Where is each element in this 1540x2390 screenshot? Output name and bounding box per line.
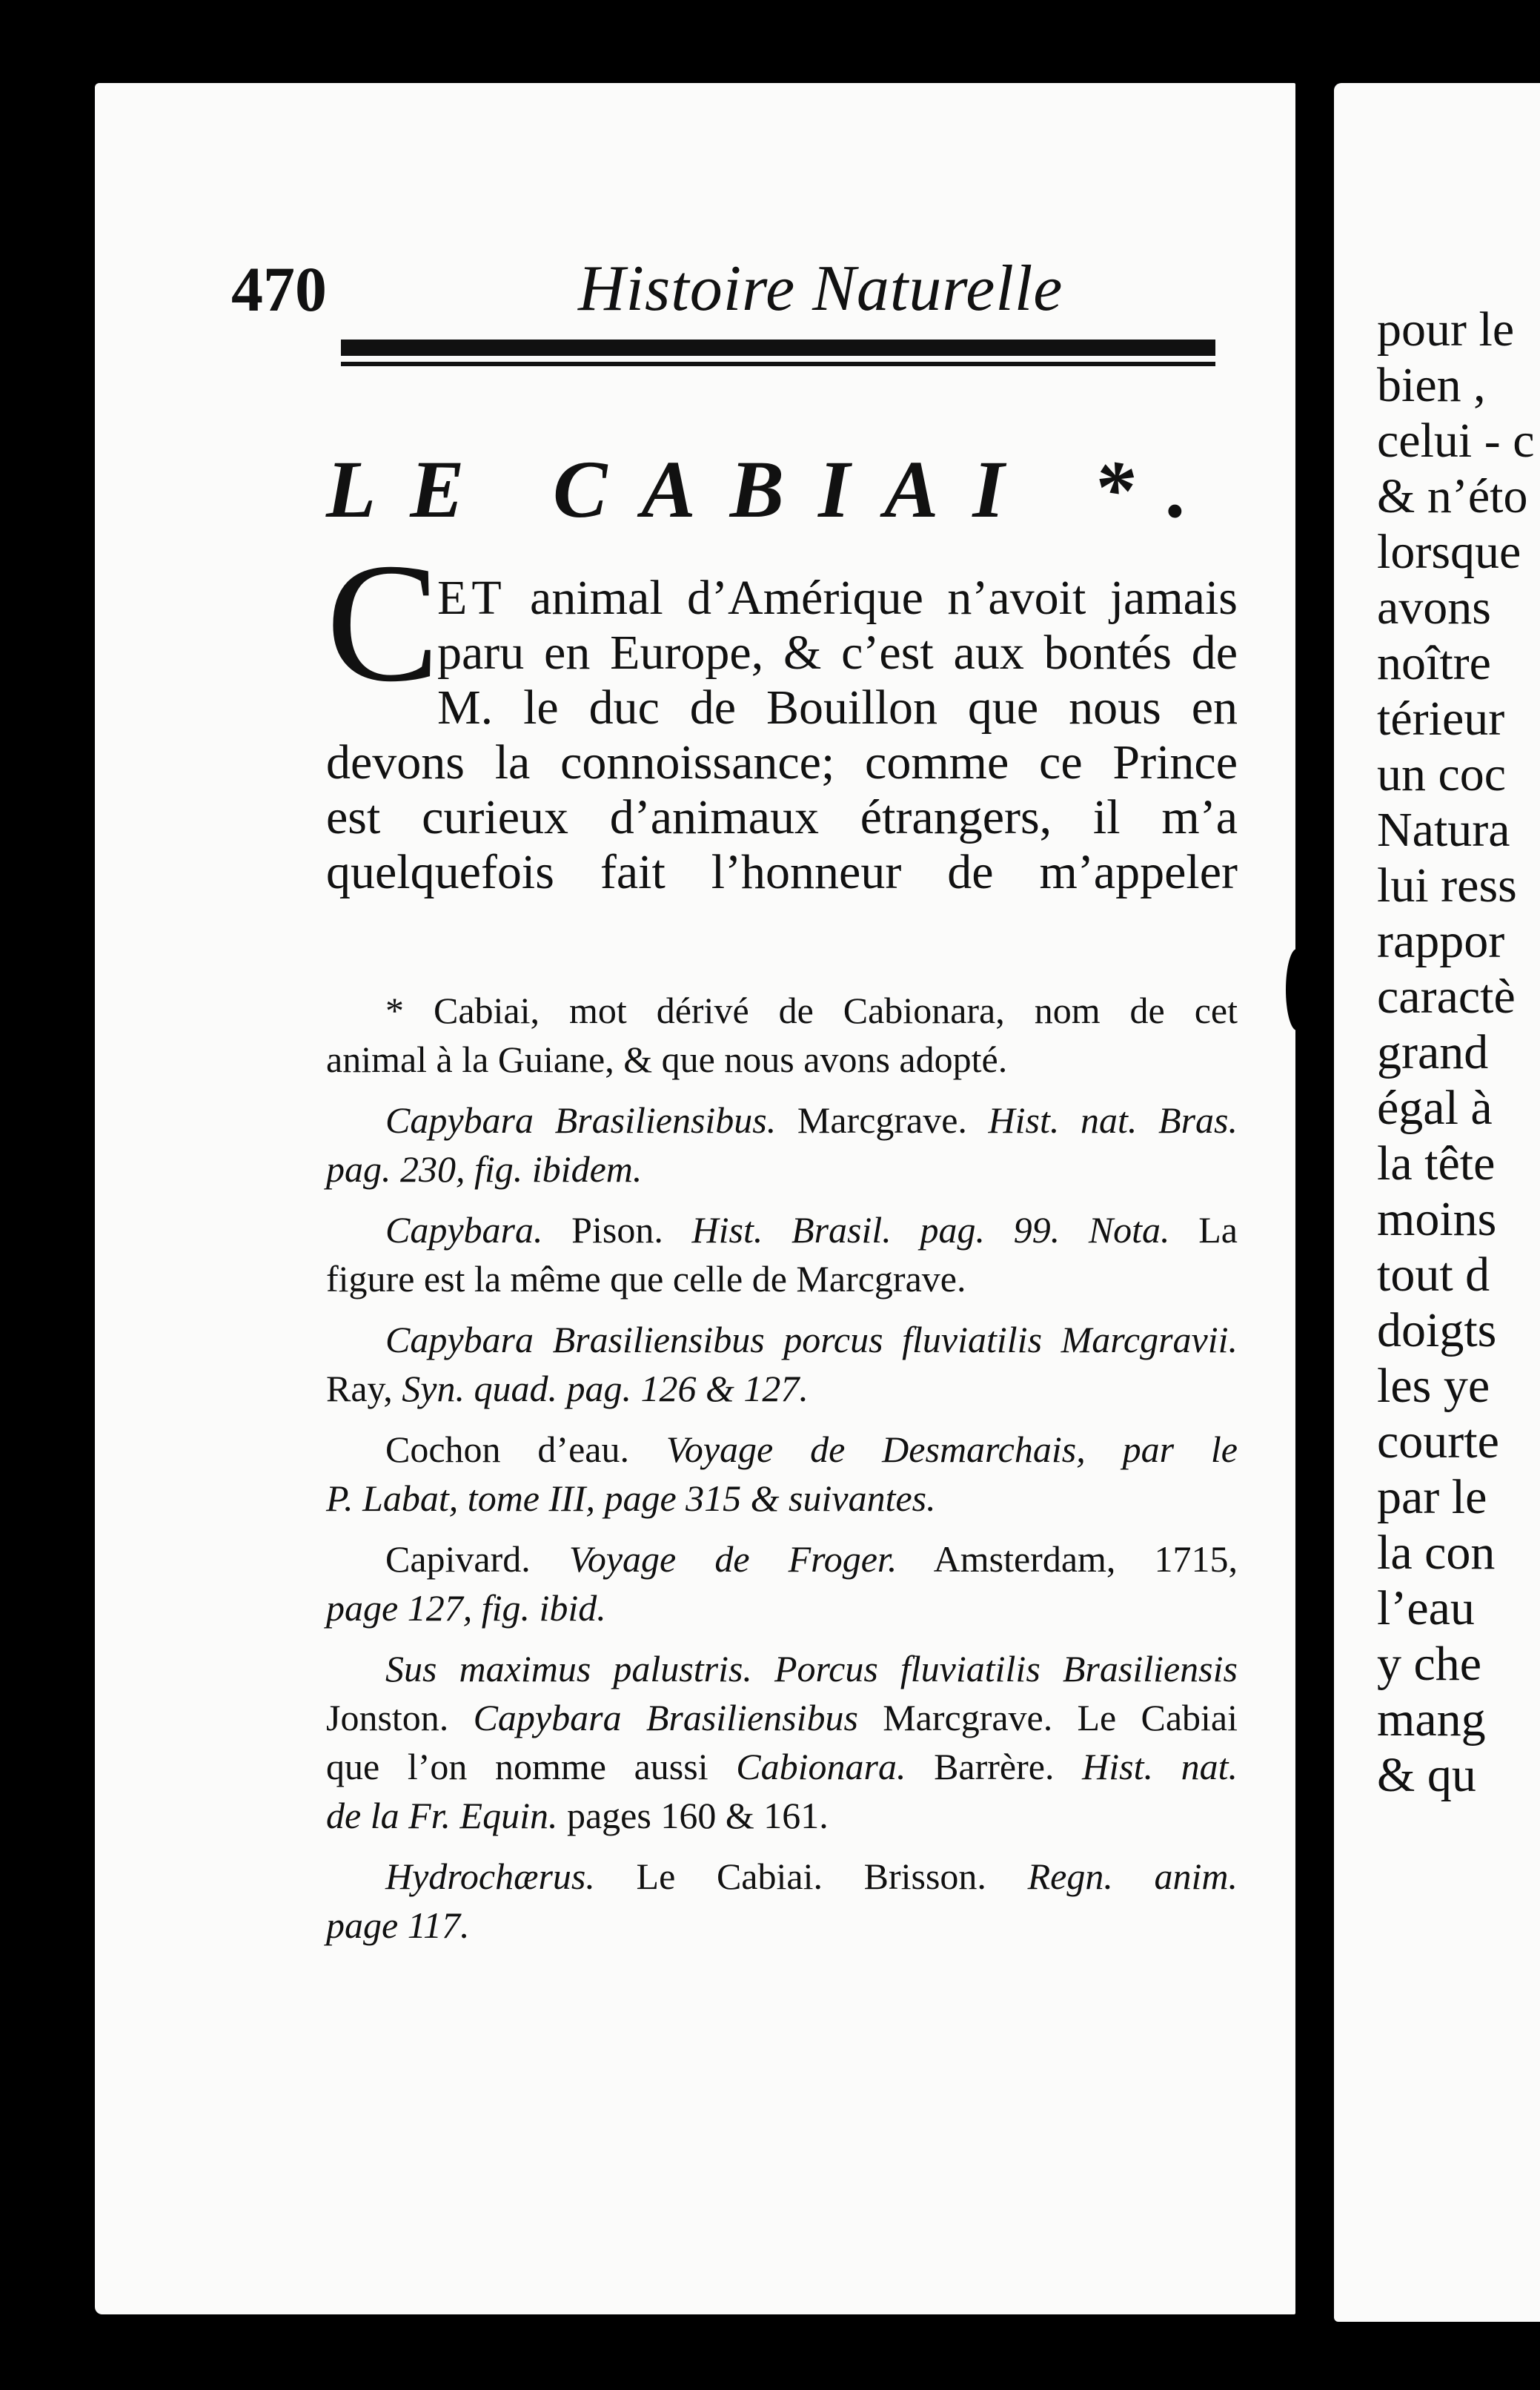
note-ref: Hist. nat. Bras. xyxy=(988,1099,1238,1141)
note-ref: Regn. anim. xyxy=(1027,1856,1238,1897)
right-page-line: bien , xyxy=(1377,358,1486,412)
note-text: Marcgrave. Le Cabiai xyxy=(857,1697,1238,1738)
note-author: Jonston. xyxy=(326,1697,474,1738)
note-author: Barrère. xyxy=(906,1746,1083,1787)
body-line: devons la connoissance; comme ce Prince xyxy=(326,735,1238,790)
right-page-line: la con xyxy=(1377,1526,1496,1580)
right-page-line: noître xyxy=(1377,636,1491,690)
note-text: Amsterdam, 1715, xyxy=(897,1538,1238,1580)
right-page-line: celui - c xyxy=(1377,414,1535,468)
note-ref: de la Fr. Equin. xyxy=(326,1795,558,1836)
right-page-line: térieur xyxy=(1377,692,1505,746)
right-page-line: rappor xyxy=(1377,914,1505,968)
right-page-line: avons xyxy=(1377,580,1491,635)
right-page-line: un coc xyxy=(1377,747,1507,801)
note-text: La xyxy=(1169,1209,1238,1251)
header-rule-thick xyxy=(341,340,1215,356)
right-page-line: lui ress xyxy=(1377,858,1517,913)
first-word-rest: ET xyxy=(437,571,506,625)
right-page-line: lorsque xyxy=(1377,525,1521,579)
right-page-line: par le xyxy=(1377,1470,1487,1524)
right-page-line: les ye xyxy=(1377,1359,1490,1413)
right-page-line: moins xyxy=(1377,1192,1497,1246)
chapter-title: LE CABIAI *. xyxy=(326,444,1223,534)
note-ref: Voyage de Desmarchais, par le xyxy=(666,1429,1238,1470)
note-ref: Syn. quad. pag. 126 & 127. xyxy=(402,1368,809,1409)
note-line: animal à la Guiane, & que nous avons adopté. xyxy=(326,1039,1008,1080)
right-page-line: égal à xyxy=(1377,1081,1493,1135)
note-ref: Hist. nat. xyxy=(1082,1746,1238,1787)
right-page-line: caractè xyxy=(1377,970,1516,1024)
note-line xyxy=(326,1096,1238,1145)
right-page-line: pour le xyxy=(1377,302,1515,357)
note-line: P. Labat, tome III, page 315 & suivantes. xyxy=(326,1477,936,1519)
note-line: page 117. xyxy=(326,1904,470,1946)
note-line: figure est la même que celle de Marcgrave. xyxy=(326,1258,966,1300)
right-page-line: tout d xyxy=(1377,1248,1490,1302)
body-text xyxy=(326,571,1238,900)
right-page-text xyxy=(1377,302,1540,1803)
body-line: paru en Europe, & c’est aux bontés de xyxy=(437,626,1238,680)
note-ref: Voyage de Froger. xyxy=(568,1538,897,1580)
right-page xyxy=(1334,83,1540,2322)
note-line: Sus maximus palustris. Porcus fluviatilis Brasiliensis xyxy=(385,1648,1238,1689)
note-ref: Capybara Brasiliensibus xyxy=(473,1697,858,1738)
right-page-line: l’eau xyxy=(1377,1581,1475,1635)
note-author: Marcgrave. xyxy=(776,1099,989,1141)
note-line xyxy=(326,1425,1238,1474)
note-line: pag. 230, fig. ibidem. xyxy=(326,1148,643,1190)
note-line: Capybara Brasiliensibus porcus fluviatilis Marcgravii. xyxy=(385,1319,1238,1360)
right-page-line: courte xyxy=(1377,1414,1499,1469)
right-page-line: & qu xyxy=(1377,1748,1476,1802)
note-ref: Cabionara. xyxy=(736,1746,906,1787)
note-line xyxy=(326,1742,1238,1791)
note-title: Capybara Brasiliensibus. xyxy=(385,1099,777,1141)
note-title: Capivard. xyxy=(385,1538,569,1580)
note-ref: Hist. Brasil. pag. 99. Nota. xyxy=(691,1209,1170,1251)
note-author: Pison. xyxy=(542,1209,692,1251)
right-page-line: Natura xyxy=(1377,803,1510,857)
right-page-line: grand xyxy=(1377,1025,1489,1079)
note-line: page 127, fig. ibid. xyxy=(326,1587,606,1629)
body-line: quelquefois fait l’honneur de m’appeler xyxy=(326,845,1238,899)
body-line: M. le duc de Bouillon que nous en xyxy=(437,681,1238,735)
body-line: est curieux d’animaux étrangers, il m’a xyxy=(326,790,1238,844)
note-text: pages 160 & 161. xyxy=(557,1795,829,1836)
note-text: que l’on nomme aussi xyxy=(326,1746,737,1787)
running-head: Histoire Naturelle xyxy=(578,253,1063,325)
note-title: Cochon d’eau. xyxy=(385,1429,666,1470)
note-line xyxy=(326,1852,1238,1901)
header-rule-thin xyxy=(341,362,1215,366)
right-page-line: mang xyxy=(1377,1692,1486,1747)
note-line xyxy=(326,1535,1238,1583)
book-spine xyxy=(1295,74,1334,2328)
note-line xyxy=(326,1205,1238,1254)
body-line xyxy=(326,571,1238,626)
note-line: * Cabiai, mot dérivé de Cabionara, nom de cet xyxy=(385,990,1238,1031)
note-line xyxy=(326,1693,1238,1742)
note-line xyxy=(326,1791,1238,1840)
footnotes xyxy=(326,986,1238,1950)
note-title: Capybara. xyxy=(385,1209,543,1251)
right-page-line: doigts xyxy=(1377,1303,1497,1357)
page-number: 470 xyxy=(231,254,327,325)
spine-shadow xyxy=(1286,949,1308,1030)
note-author: Ray, xyxy=(326,1368,402,1409)
body-line-text: animal d’Amérique n’avoit jamais xyxy=(505,571,1238,625)
note-author: Le Cabiai. Brisson. xyxy=(594,1856,1028,1897)
note-line xyxy=(326,1364,1238,1413)
note-title: Hydrochærus. xyxy=(385,1856,595,1897)
right-page-line: & n’éto xyxy=(1377,469,1528,523)
drop-cap: C xyxy=(326,528,440,717)
right-page-line: y che xyxy=(1377,1637,1482,1691)
right-page-line: la tête xyxy=(1377,1136,1496,1191)
